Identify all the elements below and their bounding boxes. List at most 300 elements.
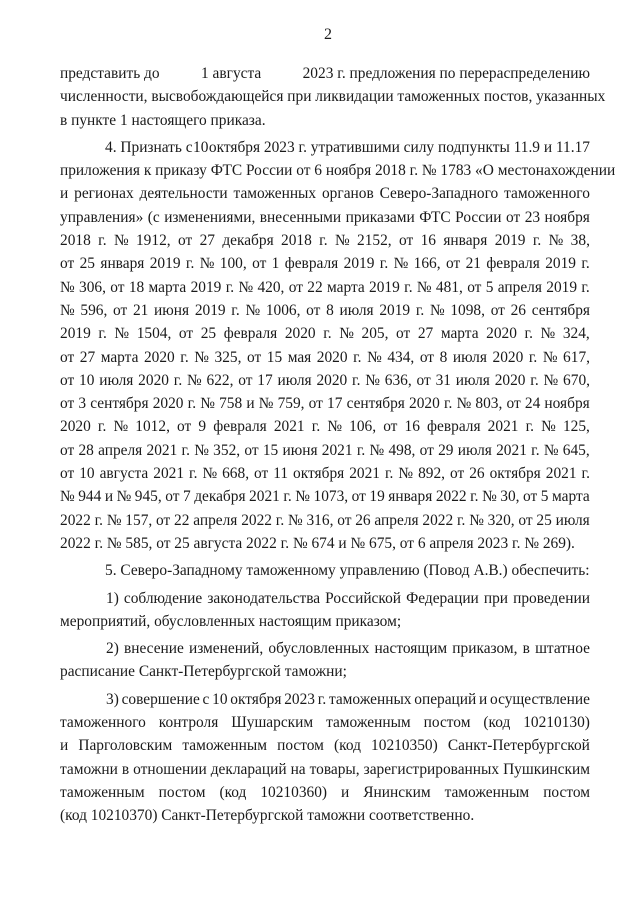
text-word: 2021 <box>487 418 519 436</box>
text-word: мероприятий, обусловленных настоящим приказом; <box>60 612 402 630</box>
text-line <box>60 781 590 804</box>
text-word: 10210350) <box>371 737 438 755</box>
text-word: 320, <box>487 511 515 529</box>
text-word: января <box>388 488 433 506</box>
text-word: № <box>295 488 310 506</box>
text-line <box>60 299 590 322</box>
text-word: г. <box>528 348 538 366</box>
text-word: расписание Санкт-Петербургской таможни; <box>60 663 347 681</box>
text-word: г. <box>323 325 332 343</box>
text-word: г. <box>531 441 540 459</box>
text-word: от <box>419 441 434 459</box>
text-word: 25 <box>200 325 217 343</box>
text-word: деклараций <box>210 760 287 778</box>
text-word: таможенного <box>504 185 590 203</box>
text-word: 31 <box>435 371 451 389</box>
text-line <box>60 711 590 734</box>
text-word: г. <box>97 418 107 436</box>
text-word: 10 <box>79 371 95 389</box>
text-word: 2020 <box>138 371 169 389</box>
text-word: г. <box>456 511 466 529</box>
text-word: от <box>246 348 262 366</box>
text-word: 22 <box>174 511 190 529</box>
text-word: г. <box>525 418 535 436</box>
text-word: г. <box>581 465 590 483</box>
text-word: № <box>393 255 409 273</box>
text-word: ноября <box>544 208 590 226</box>
text-word: от <box>178 325 194 343</box>
text-word: ФТС <box>419 208 451 226</box>
text-word: сентября <box>531 301 590 319</box>
text-word: 9 <box>198 418 207 436</box>
text-word: 4. Признать с <box>105 138 193 156</box>
text-word: декабря <box>222 232 274 250</box>
text-word: июля <box>452 348 487 366</box>
text-word: настоящим <box>374 640 448 658</box>
text-word: 645, <box>562 441 590 459</box>
text-word: осуществление <box>490 690 590 708</box>
text-word: июля <box>457 441 492 459</box>
text-word: мая <box>287 348 312 366</box>
text-word: 1098, <box>450 301 485 319</box>
text-word: в пункте 1 настоящего приказа. <box>60 111 266 129</box>
text-word: 2021 <box>146 441 178 459</box>
text-word: 23 <box>524 208 541 226</box>
text-word: г. <box>173 371 183 389</box>
text-word: от <box>523 488 538 506</box>
text-word: отношении <box>133 760 207 778</box>
text-word: № <box>245 301 261 319</box>
text-word: 30, <box>500 488 520 506</box>
text-word: г. <box>185 255 195 273</box>
text-word: (код <box>483 714 511 732</box>
text-word: 2019 <box>60 325 91 343</box>
text-line <box>60 758 590 781</box>
text-word: таможенных <box>233 185 317 203</box>
text-line <box>60 322 590 345</box>
text-word: апреля <box>374 511 419 529</box>
text-word: г. <box>275 511 285 529</box>
text-word: сентября <box>346 395 405 413</box>
text-word: от <box>60 395 75 413</box>
text-word: июля <box>455 371 490 389</box>
text-word: 803, <box>475 395 503 413</box>
text-word: Северо-Западного <box>379 185 499 203</box>
text-word: от <box>177 418 192 436</box>
text-line <box>60 462 590 485</box>
text-word: июня <box>154 301 190 319</box>
text-word: № <box>543 371 559 389</box>
text-word: представить до <box>60 65 160 82</box>
text-word: таможенным <box>326 714 411 732</box>
text-word: г. <box>352 371 361 389</box>
text-word: проведении <box>513 589 590 607</box>
text-word: от <box>445 255 461 273</box>
text-word: от <box>383 418 398 436</box>
text-word: от <box>254 465 269 483</box>
text-word: 125, <box>562 418 590 436</box>
text-word: от <box>177 232 193 250</box>
text-word: 498, <box>388 441 416 459</box>
text-word: 16 <box>420 232 436 250</box>
text-word: г. <box>443 395 453 413</box>
text-word: 324, <box>562 325 590 343</box>
text-word: 5 <box>485 278 494 296</box>
text-word: № <box>482 488 497 506</box>
text-word: таможни <box>60 760 118 778</box>
text-word: марта <box>327 278 365 296</box>
text-word: 1006, <box>265 301 301 319</box>
text-word: 2020 <box>316 348 348 366</box>
text-word: июля <box>99 371 134 389</box>
text-word: № <box>369 441 385 459</box>
text-word: 596, <box>80 301 108 319</box>
text-word: (код <box>334 737 361 755</box>
text-word: 2018 <box>60 232 91 250</box>
text-word: 892, <box>418 465 446 483</box>
text-word: 15 <box>266 348 283 366</box>
text-word: № <box>200 395 215 413</box>
text-line <box>60 509 590 532</box>
text-word: от <box>60 371 75 389</box>
text-word: 2021 <box>153 465 185 483</box>
text-word: г. <box>415 301 425 319</box>
text-word: г. <box>317 690 327 708</box>
page-number: 2 <box>324 26 332 43</box>
text-word: 19 <box>369 488 385 506</box>
paragraph-5 <box>60 559 590 582</box>
text-word: 26 <box>469 465 485 483</box>
text-word: № <box>258 395 274 413</box>
text-word: обусловленных <box>268 640 370 658</box>
text-word: приказом, <box>452 640 518 658</box>
text-word: 2020 <box>409 395 440 413</box>
text-word: г. <box>524 325 533 343</box>
text-word: февраля <box>427 418 481 436</box>
text-word: от <box>396 325 411 343</box>
text-word: 2021 <box>545 465 577 483</box>
text-word: № <box>202 465 218 483</box>
text-word: изменений, <box>188 640 264 658</box>
text-line <box>60 688 590 711</box>
text-word: 944 <box>78 488 102 506</box>
text-word: октября <box>489 465 541 483</box>
text-word: 2021 <box>249 488 280 506</box>
text-word: г. <box>356 441 366 459</box>
text-word: 2020 <box>316 371 348 389</box>
text-word: постом <box>543 783 590 801</box>
text-word: № <box>60 488 75 506</box>
text-word: 27 <box>417 325 434 343</box>
text-word: от <box>490 301 505 319</box>
text-word: 29 <box>438 441 454 459</box>
text-word: и <box>60 185 69 203</box>
text-word: 316, <box>306 511 334 529</box>
text-word: августа <box>99 465 149 483</box>
text-word: г. <box>180 348 189 366</box>
text-word: 10210360) <box>260 783 328 801</box>
text-word: 157, <box>125 511 153 529</box>
text-word: 10 <box>193 138 209 156</box>
text-line <box>60 229 590 252</box>
text-word: 2019 <box>343 255 375 273</box>
text-word: № <box>194 348 209 366</box>
text-word: февраля <box>486 255 540 273</box>
text-word: 5 <box>540 488 549 506</box>
text-word: от <box>518 511 533 529</box>
text-word: сентября <box>90 395 149 413</box>
text-word: № <box>548 232 564 250</box>
text-word: № <box>238 278 254 296</box>
text-word: г. <box>225 278 235 296</box>
text-word: 38, <box>570 232 590 250</box>
text-word: 25 <box>536 511 552 529</box>
text-word: 2022 <box>435 488 467 506</box>
text-word: Янинским <box>363 783 431 801</box>
document-body <box>60 62 616 828</box>
text-line <box>60 660 590 683</box>
text-word: апреля <box>193 511 238 529</box>
text-word: 106, <box>349 418 377 436</box>
text-word: 2022 <box>241 511 272 529</box>
text-word: 2019 <box>194 301 226 319</box>
text-word: таможенным <box>182 737 267 755</box>
text-word: и <box>246 395 255 413</box>
text-word: 2020 <box>486 325 517 343</box>
text-word: от <box>60 441 75 459</box>
text-word: (с <box>147 208 160 226</box>
text-word: 1 августа <box>200 65 262 82</box>
paragraph-5-2 <box>60 637 590 684</box>
text-word: 945, <box>134 488 162 506</box>
text-word: октября 2023 г. утратившими силу подпункты 11.9 и 11.17 <box>208 138 590 156</box>
text-word: 622, <box>206 371 234 389</box>
text-line <box>60 252 590 275</box>
text-word: января <box>443 232 488 250</box>
text-word: № <box>367 348 382 366</box>
text-word: в <box>522 640 530 658</box>
text-word: г. <box>187 395 197 413</box>
text-word: г. <box>231 301 240 319</box>
text-word: Парголовским <box>78 737 173 755</box>
text-line <box>60 532 590 555</box>
text-word: июля <box>555 511 590 529</box>
text-word: февраля <box>223 325 278 343</box>
text-word: апреля <box>497 278 542 296</box>
text-line <box>60 346 590 369</box>
text-line <box>60 610 590 633</box>
text-word: № <box>114 325 130 343</box>
text-word: таможенным <box>444 783 530 801</box>
text-word: 1073, <box>313 488 349 506</box>
text-word: от <box>156 511 171 529</box>
text-word: 2021 <box>496 441 527 459</box>
text-word: приказами <box>345 208 415 226</box>
text-line <box>60 485 590 508</box>
text-word: от <box>60 465 75 483</box>
text-word: соблюдение <box>123 589 203 607</box>
text-word: 2020 <box>60 418 91 436</box>
text-word: таможенных <box>328 690 412 708</box>
text-word: г. <box>404 278 413 296</box>
text-word: г. <box>311 418 321 436</box>
text-word: г. <box>530 371 539 389</box>
text-word: Федерации <box>406 589 479 607</box>
text-word: 15 <box>262 441 279 459</box>
text-word: г. <box>532 232 542 250</box>
text-word: внесенными <box>259 208 342 226</box>
text-word: органов <box>321 185 374 203</box>
text-word: февраля <box>213 418 267 436</box>
text-word: от <box>419 348 435 366</box>
text-word: штатное <box>535 640 590 658</box>
text-word: 2019 <box>369 278 400 296</box>
text-word: 2018 <box>281 232 312 250</box>
text-word: 21 <box>465 255 481 273</box>
text-word: 2019 <box>379 301 411 319</box>
text-word: 2) <box>106 640 119 658</box>
text-word: 7 <box>182 488 191 506</box>
text-word: деятельности <box>139 185 228 203</box>
text-word: декабря <box>194 488 246 506</box>
text-word: 2023 <box>284 690 315 708</box>
text-word: 2021 <box>349 465 380 483</box>
text-word: 617, <box>563 348 590 366</box>
text-word: 2022 <box>60 511 91 529</box>
text-word: 2020 <box>143 348 175 366</box>
text-word: 2019 <box>190 278 222 296</box>
text-word: июля <box>277 371 312 389</box>
text-word: от <box>238 371 253 389</box>
text-word: 481, <box>435 278 463 296</box>
text-word: 11 <box>273 465 289 483</box>
text-word: № <box>339 325 354 343</box>
text-word: г. <box>470 488 479 506</box>
text-word: октября <box>293 465 345 483</box>
text-word: № <box>416 278 432 296</box>
text-word: г. <box>283 488 292 506</box>
text-word: марта <box>551 488 590 506</box>
text-word: марта <box>440 325 479 343</box>
text-word: г. <box>384 465 394 483</box>
text-word: регионах <box>74 185 134 203</box>
text-word: № <box>194 441 209 459</box>
text-word: № <box>365 371 380 389</box>
text-word: 17 <box>257 371 273 389</box>
text-word: г. <box>581 278 590 296</box>
text-line <box>60 392 590 415</box>
text-word: 670, <box>563 371 590 389</box>
text-word: г. <box>94 511 104 529</box>
text-word: № <box>106 511 122 529</box>
text-line <box>60 415 590 438</box>
text-word: 22 <box>307 278 323 296</box>
text-word: 434, <box>387 348 415 366</box>
text-word: марта <box>148 278 187 296</box>
text-word: зарегистрированных <box>363 760 500 778</box>
text-word: 26 <box>510 301 526 319</box>
text-line <box>60 206 590 229</box>
text-word: № <box>541 418 556 436</box>
text-word: Шушарским <box>231 714 314 732</box>
paragraph-intro <box>60 62 606 132</box>
text-word: таможенного <box>60 714 146 732</box>
text-word: 18 <box>128 278 145 296</box>
text-word: 25 <box>79 255 95 273</box>
text-word: 2020 <box>284 325 316 343</box>
text-word: марта <box>100 348 139 366</box>
text-word: и <box>60 737 69 755</box>
text-line <box>60 804 590 827</box>
text-word: от <box>337 511 352 529</box>
text-word: № <box>113 232 129 250</box>
text-word: г. <box>181 441 190 459</box>
text-word: № <box>543 441 559 459</box>
text-word: 1012, <box>135 418 170 436</box>
text-word: № <box>199 255 215 273</box>
text-word: 2020 <box>492 348 524 366</box>
text-word: 8 <box>439 348 448 366</box>
text-word: от <box>416 371 431 389</box>
text-word: 636, <box>384 371 412 389</box>
text-word: численности, высвобождающейся при ликвидации таможенных постов, указанных <box>60 88 606 106</box>
text-word: таможенным <box>60 783 145 801</box>
text-word: 2019 <box>545 255 576 273</box>
text-word: 2019 <box>546 278 578 296</box>
text-word: 17 <box>327 395 343 413</box>
text-word: 1504, <box>136 325 172 343</box>
text-word: от <box>306 301 321 319</box>
text-word: февраля <box>284 255 339 273</box>
text-word: 100, <box>219 255 247 273</box>
text-word: г. <box>581 255 590 273</box>
text-word: 2022 г. № 585, от 25 августа 2022 г. № 674 и № 675, от 6 апреля 2023 г. № 269). <box>60 534 575 552</box>
text-word: ноября <box>544 395 590 413</box>
text-word: от <box>308 395 323 413</box>
text-word: законодательства <box>207 589 321 607</box>
text-word: г. <box>379 255 389 273</box>
text-word: № <box>334 232 350 250</box>
text-line <box>60 637 590 660</box>
text-word: 205, <box>361 325 389 343</box>
text-word: от <box>450 465 465 483</box>
text-word: 2020 <box>152 395 184 413</box>
text-word: 2023 г. предложения по перераспределению <box>302 65 590 82</box>
text-word: 3) <box>106 690 119 708</box>
paragraph-4 <box>60 136 616 555</box>
text-word: января <box>100 255 145 273</box>
text-word: от <box>351 488 366 506</box>
text-word: товары, <box>309 760 360 778</box>
text-word: от <box>506 208 521 226</box>
text-word: 26 <box>355 511 371 529</box>
text-word: г. <box>319 232 328 250</box>
text-word: № <box>456 395 472 413</box>
text-word: постом <box>423 714 471 732</box>
text-word: и <box>479 690 488 708</box>
text-word: 28 <box>78 441 94 459</box>
text-word: от <box>113 301 128 319</box>
text-line <box>60 182 590 205</box>
text-word: 10210130) <box>523 714 590 732</box>
text-word: России <box>455 208 502 226</box>
text-word: 2020 <box>494 371 526 389</box>
text-word: от <box>244 441 259 459</box>
text-line <box>60 62 590 85</box>
text-line <box>60 587 590 610</box>
text-word: от <box>110 278 125 296</box>
text-word: июня <box>282 441 318 459</box>
